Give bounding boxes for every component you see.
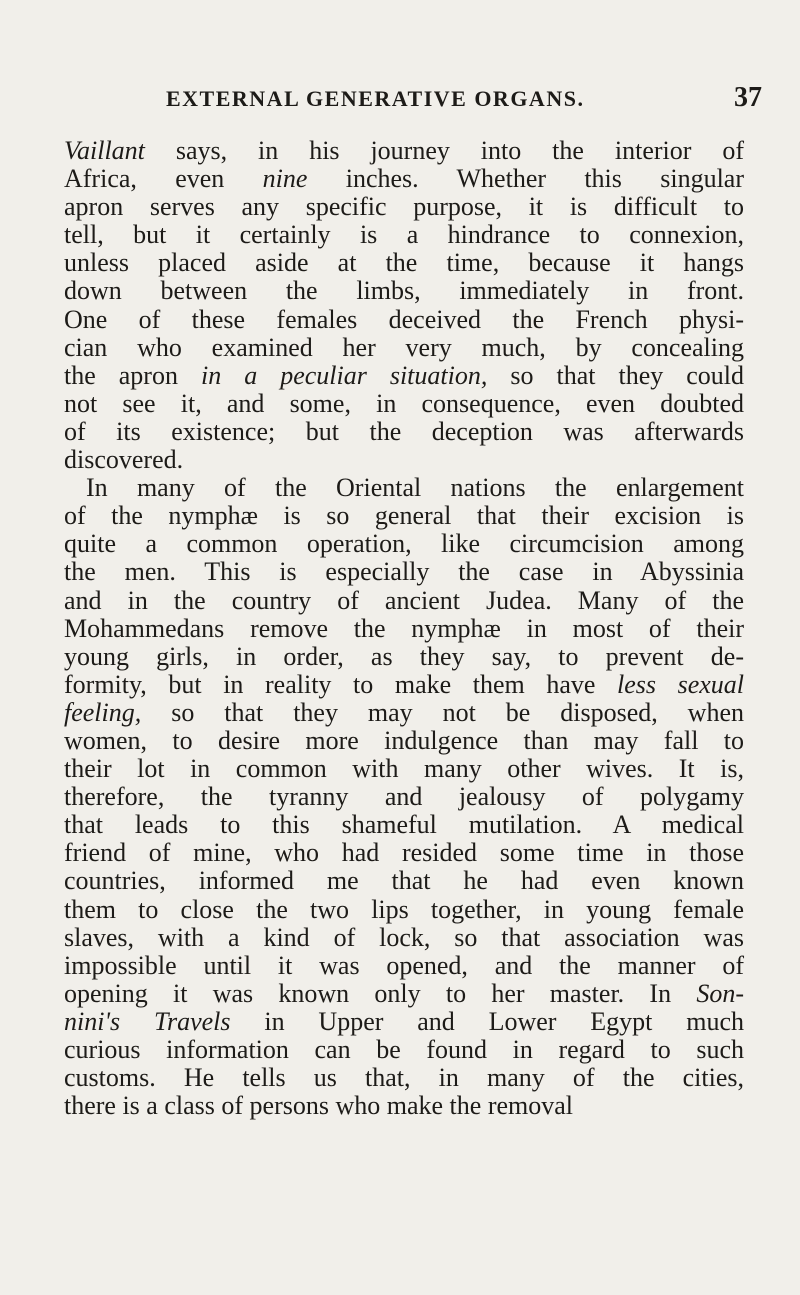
text-run: their lot in common with many other wives. It is, (64, 754, 744, 784)
text-line (64, 362, 744, 390)
text-run: friend of mine, who had resided some time in those (64, 838, 744, 868)
text-line (64, 671, 744, 699)
text-run: formity, but in reality to make them have (64, 669, 617, 699)
text-line (64, 699, 744, 727)
text-run: Africa, even (64, 164, 263, 194)
italic-text: nine (262, 164, 308, 194)
text-run: of the nymphæ is so general that their excision is (64, 501, 744, 531)
running-head: EXTERNAL GENERATIVE ORGANS. (166, 86, 585, 111)
body-text (64, 137, 744, 1120)
text-line (64, 221, 744, 249)
text-line (64, 558, 744, 586)
text-run: the men. This is especially the case in Abyssinia (64, 557, 744, 587)
italic-text: in a peculiar situation, (200, 360, 488, 390)
text-line (64, 446, 744, 474)
text-run: cian who examined her very much, by concealing (64, 332, 744, 362)
text-line (64, 727, 744, 755)
page-number: 37 (734, 82, 762, 113)
text-run: of its existence; but the deception was afterwards (64, 416, 744, 446)
text-line (64, 952, 744, 980)
text-run: therefore, the tyranny and jealousy of polygamy (64, 782, 744, 812)
text-line (64, 390, 744, 418)
text-line (64, 783, 744, 811)
text-run: tell, but it certainly is a hindrance to connexion, (64, 220, 744, 250)
text-run: In many of the Oriental nations the enlargement (86, 473, 744, 503)
text-run: opening it was known only to her master. In (64, 978, 697, 1008)
text-line (64, 277, 744, 305)
text-line (64, 643, 744, 671)
text-line (64, 587, 744, 615)
text-line (64, 502, 744, 530)
text-run: young girls, in order, as they say, to prevent de- (64, 641, 744, 671)
text-run: impossible until it was opened, and the manner of (64, 950, 744, 980)
text-run: One of these females deceived the French physi- (64, 304, 744, 334)
text-line (64, 755, 744, 783)
text-run: so that they could (487, 360, 744, 390)
text-line (64, 334, 744, 362)
text-run: inches. Whether this singular (307, 164, 744, 194)
text-run: them to close the two lips together, in young female (64, 894, 744, 924)
text-line (64, 924, 744, 952)
text-run: says, in his journey into the interior of (144, 136, 744, 165)
text-line (64, 306, 744, 334)
text-run: there is a class of persons who make the removal (64, 1091, 574, 1121)
text-line (64, 530, 744, 558)
text-run: in Upper and Lower Egypt much (230, 1006, 744, 1036)
text-line (64, 474, 744, 502)
text-line (64, 811, 744, 839)
text-line (64, 193, 744, 221)
text-run: and in the country of ancient Judea. Many of the (64, 585, 744, 615)
paragraph (64, 137, 744, 474)
text-line (64, 867, 744, 895)
text-run: women, to desire more indulgence than may fall to (64, 725, 744, 755)
text-run: so that they may not be disposed, when (141, 697, 744, 727)
text-line (64, 1036, 744, 1064)
italic-text: Son- (696, 978, 744, 1008)
text-run: countries, informed me that he had even known (64, 866, 744, 896)
text-line (64, 137, 744, 165)
paragraph (64, 474, 744, 1120)
text-run: the apron (64, 360, 201, 390)
text-run: Mohammedans remove the nymphæ in most of their (64, 613, 744, 643)
text-run: slaves, with a kind of lock, so that association was (64, 922, 744, 952)
italic-text: nini's Travels (64, 1006, 231, 1036)
text-line (64, 980, 744, 1008)
text-line (64, 165, 744, 193)
italic-text: Vaillant (64, 136, 145, 165)
text-line (64, 249, 744, 277)
text-line (64, 418, 744, 446)
text-run: discovered. (64, 445, 184, 475)
text-run: customs. He tells us that, in many of the cities, (64, 1063, 744, 1093)
text-run: curious information can be found in regard to such (64, 1035, 744, 1064)
text-run: down between the limbs, immediately in front. (64, 276, 744, 306)
text-line (64, 896, 744, 924)
text-line (64, 615, 744, 643)
italic-text: less sexual (617, 669, 745, 699)
text-run: quite a common operation, like circumcision among (64, 529, 744, 559)
text-run: not see it, and some, in consequence, even doubted (64, 388, 744, 418)
text-line (64, 1064, 744, 1092)
text-run: that leads to this shameful mutilation. A medical (64, 810, 744, 840)
text-line (64, 1092, 744, 1120)
italic-text: feeling, (64, 697, 142, 727)
text-run: unless placed aside at the time, because it hangs (64, 248, 744, 278)
text-run: apron serves any specific purpose, it is difficult to (64, 192, 744, 222)
text-line (64, 1008, 744, 1036)
text-line (64, 839, 744, 867)
